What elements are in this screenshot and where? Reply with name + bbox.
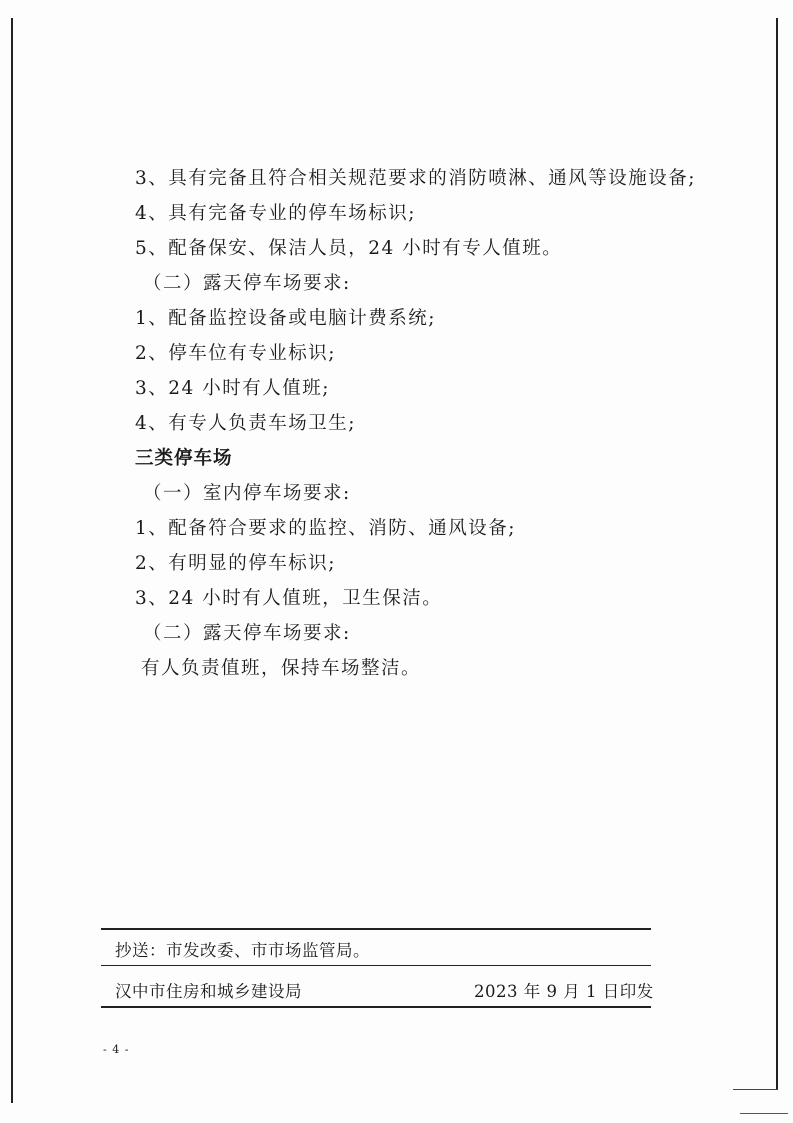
list-item: 1、配备监控设备或电脑计费系统;: [135, 308, 437, 329]
subsection-heading: （二）露天停车场要求:: [143, 623, 351, 644]
page-number: - 4 -: [103, 1043, 130, 1056]
footer-rule-bottom: [101, 1006, 651, 1008]
paragraph: 有人负责值班，保持车场整洁。: [141, 658, 422, 679]
list-item: 3、具有完备且符合相关规范要求的消防喷淋、通风等设施设备;: [135, 168, 697, 189]
list-item: 2、有明显的停车标识;: [135, 553, 337, 574]
subsection-heading: （一）室内停车场要求:: [143, 483, 351, 504]
list-item: 4、有专人负责车场卫生;: [135, 413, 357, 434]
section-heading: 三类停车场: [135, 448, 233, 469]
issue-date: 2023 年 9 月 1 日印发: [474, 982, 654, 1001]
scan-border-right: [776, 18, 778, 1090]
scan-mark: [733, 1089, 778, 1090]
footer-rule-top: [101, 928, 651, 930]
footer-rule-middle: [101, 965, 651, 966]
cc-line: 抄送：市发改委、市市场监管局。: [115, 941, 370, 960]
list-item: 2、停车位有专业标识;: [135, 343, 337, 364]
list-item: 4、具有完备专业的停车场标识;: [135, 203, 417, 224]
list-item: 3、24 小时有人值班，卫生保洁。: [135, 588, 443, 609]
issuer-name: 汉中市住房和城乡建设局: [115, 982, 302, 1001]
list-item: 5、配备保安、保洁人员，24 小时有专人值班。: [135, 238, 563, 259]
list-item: 3、24 小时有人值班;: [135, 378, 330, 399]
scan-mark: [740, 1113, 788, 1114]
list-item: 1、配备符合要求的监控、消防、通风设备;: [135, 518, 517, 539]
scan-border-left: [11, 18, 13, 1103]
body-text: [135, 161, 695, 686]
subsection-heading: （二）露天停车场要求:: [143, 273, 351, 294]
